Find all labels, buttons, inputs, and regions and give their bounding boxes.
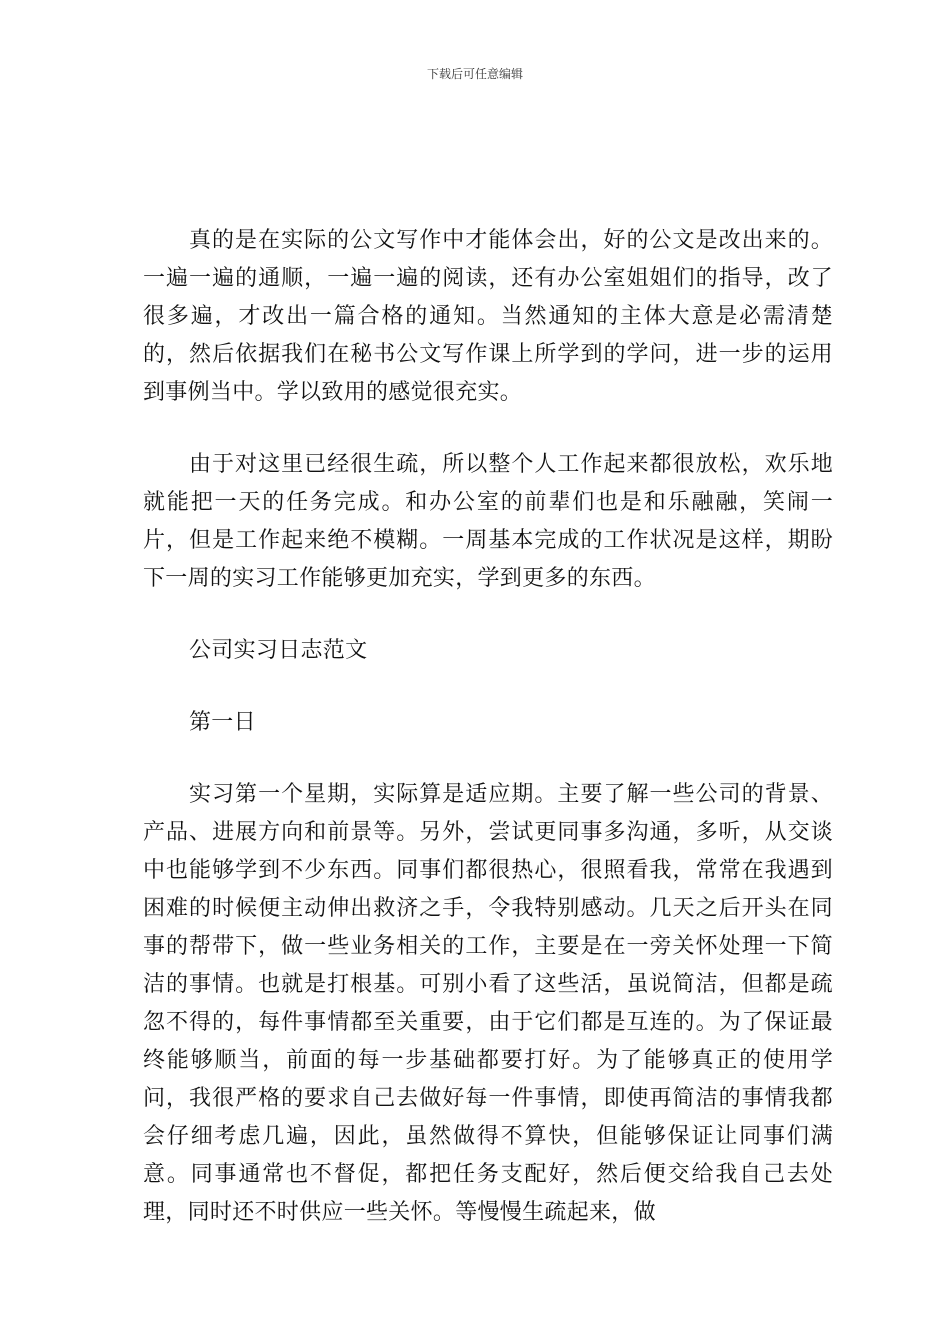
paragraph-3: 实习第一个星期，实际算是适应期。主要了解一些公司的背景、产品、进展方向和前景等。另外，尝试更同事多沟通，多听，从交谈中也能够学到不少东西。同事们都很热心，很照看我，常常在我遇到困难的时候便主动伸出救济之手，令我特别感动。几天之后开头在同事的帮带下，做一些业务相关的工作，主要是在一旁关怀处理一下简洁的事情。也就是打根基。可别小看了这些活，虽说简洁，但都是疏忽不得的，每件事情都至关重要，由于它们都是互连的。为了保证最终能够顺当，前面的每一步基础都要打好。为了能够真正的使用学问，我很严格的要求自己去做好每一件事情，即使再简洁的事情我都会仔细考虑几遍，因此，虽然做得不算快，但能够保证让同事们满意。同事通常也不督促，都把任务支配好，然后便交给我自己去处理，同时还不时供应一些关怀。等慢慢生疏起来，做 xyxy=(143,782,833,1225)
paragraph-2: 由于对这里已经很生疏，所以整个人工作起来都很放松，欢乐地就能把一天的任务完成。和办公室的前辈们也是和乐融融，笑闹一片，但是工作起来绝不模糊。一周基本完成的工作状况是这样，期盼下一周的实习工作能够更加充实，学到更多的东西。 xyxy=(143,452,833,591)
section-title: 公司实习日志范文 xyxy=(189,638,368,663)
page-header: 下载后可任意编辑 xyxy=(426,67,523,81)
paragraph-1: 真的是在实际的公文写作中才能体会出，好的公文是改出来的。一遍一遍的通顺，一遍一遍的阅读，还有办公室姐姐们的指导，改了很多遍，才改出一篇合格的通知。当然通知的主体大意是必需清楚的，然后依据我们在秘书公文写作课上所学到的学问，进一步的运用到事例当中。学以致用的感觉很充实。 xyxy=(143,228,833,405)
day-heading: 第一日 xyxy=(189,710,256,735)
document-body xyxy=(143,222,833,1266)
